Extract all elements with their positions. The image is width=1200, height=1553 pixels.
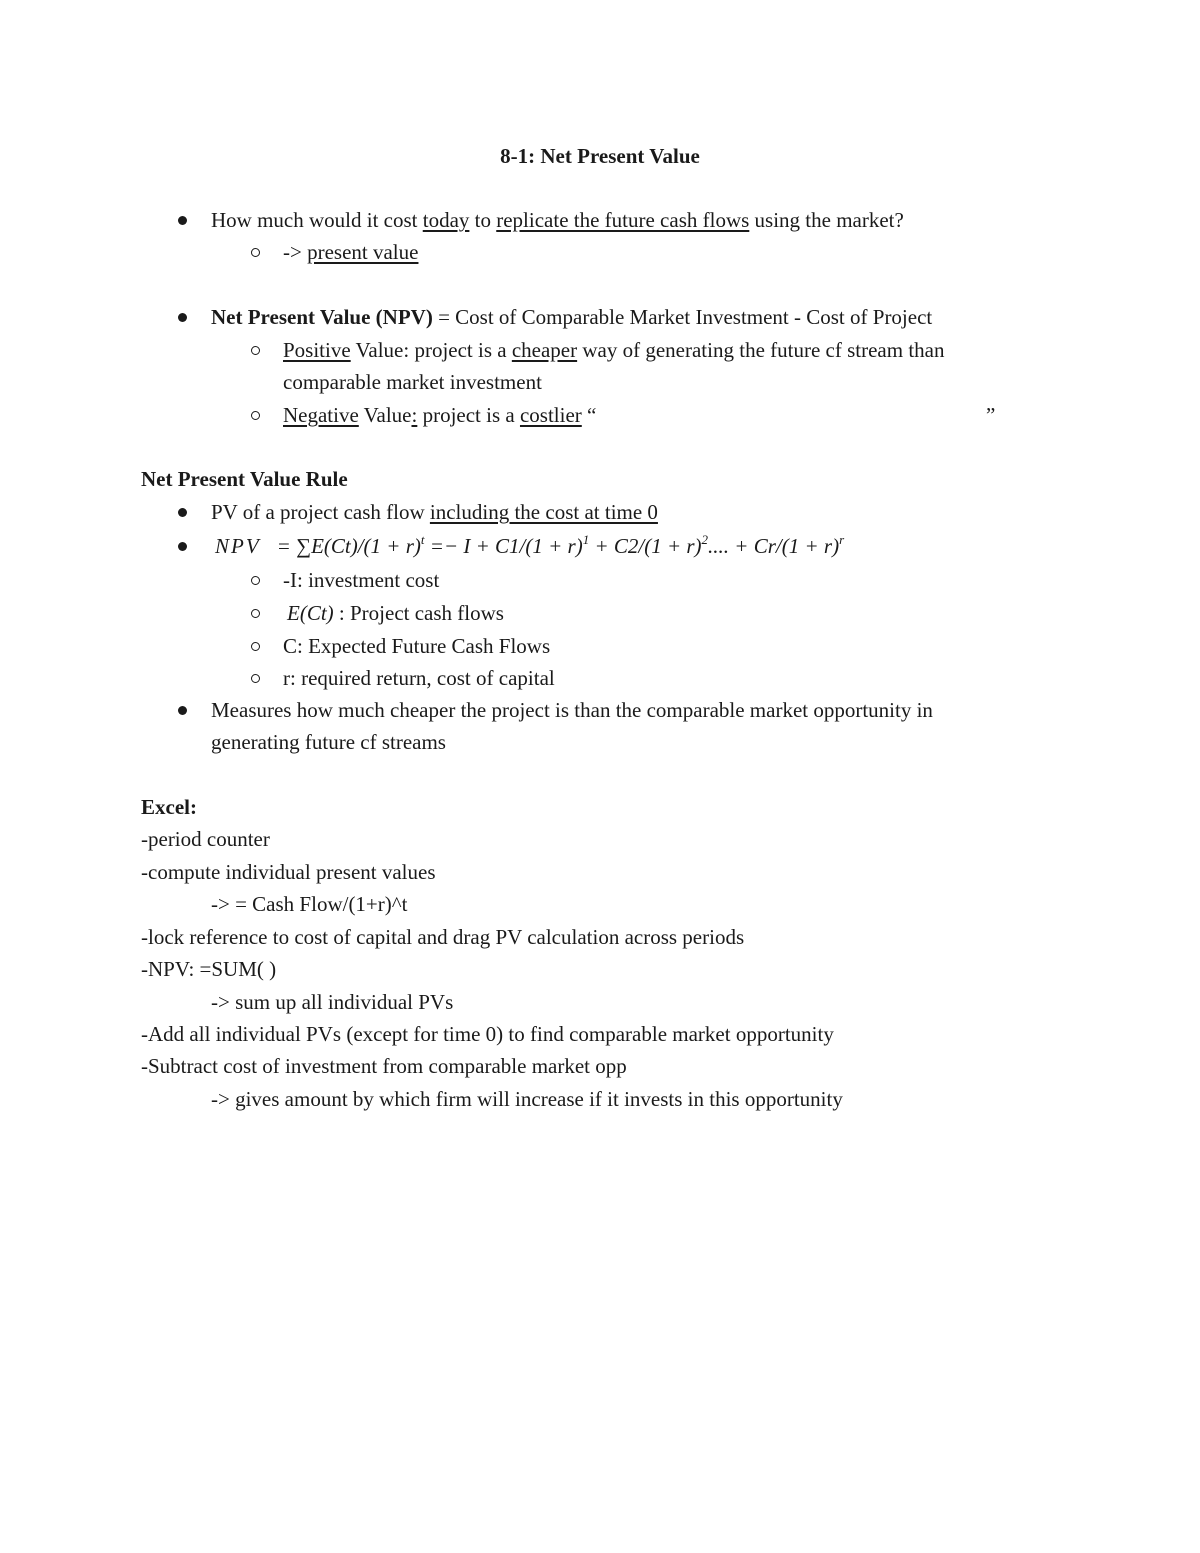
npv-negative-open-quote: “ [581, 403, 597, 427]
formula-npv: NPV [215, 534, 261, 558]
npv-positive-line2: comparable market investment [283, 370, 542, 394]
formula-exp-t: t [420, 532, 425, 547]
formula-exp-1: 1 [582, 532, 590, 547]
npv-negative-colon: : [411, 403, 418, 427]
npv-formula [211, 533, 844, 559]
rule-measure-line2: generating future cf streams [211, 730, 446, 754]
npv-rest: = Cost of Comparable Market Investment - Cost of Project [432, 305, 933, 329]
intro-q-replicate: replicate the future cash flows [496, 208, 750, 232]
excel-line: -> gives amount by which firm will increase if it invests in this opportunity [211, 1087, 843, 1111]
intro-q-post: using the market? [749, 208, 904, 232]
npv-rule-heading: Net Present Value Rule [141, 467, 348, 491]
rule-sub-cash-flows [283, 600, 504, 626]
excel-line: -Add all individual PVs (except for time 0) to find comparable market opportunity [141, 1022, 834, 1046]
intro-q-today: today [422, 208, 470, 232]
intro-pv-text: present value [307, 240, 419, 264]
excel-line: -compute individual present values [141, 860, 436, 884]
rule-pv-pre: PV of a project cash flow [211, 500, 430, 524]
npv-positive-item [283, 337, 944, 363]
rule-sub-expected: C: Expected Future Cash Flows [283, 634, 551, 658]
npv-term: Net Present Value (NPV) [211, 305, 433, 329]
formula-mid: =− I + C1/(1 + r) [424, 534, 583, 558]
npv-negative-costlier: costlier [519, 403, 582, 427]
excel-line: -> = Cash Flow/(1+r)^t [211, 892, 408, 916]
npv-positive-rest: way of generating the future cf stream than [577, 338, 945, 362]
rule-sub-ect-desc: : Project cash flows [333, 601, 504, 625]
npv-positive-mid: Value: project is a [350, 338, 512, 362]
excel-line: -lock reference to cost of capital and drag PV calculation across periods [141, 925, 745, 949]
rule-measure-item: Measures how much cheaper the project is than the comparable market opportunity in [211, 698, 933, 722]
excel-line: -Subtract cost of investment from comparable market opp [141, 1054, 627, 1078]
npv-negative-mid: Value [358, 403, 412, 427]
npv-negative-item [283, 402, 596, 428]
intro-pv-arrow: -> [283, 240, 308, 264]
npv-positive-cheaper: cheaper [511, 338, 578, 362]
excel-line: -period counter [141, 827, 270, 851]
excel-heading: Excel: [141, 795, 197, 819]
intro-q-pre: How much would it cost [211, 208, 423, 232]
formula-exp-2: 2 [701, 532, 709, 547]
rule-sub-investment: -I: investment cost [283, 568, 440, 592]
npv-negative-word: Negative [283, 403, 359, 427]
intro-q-to: to [469, 208, 497, 232]
excel-line: -NPV: =SUM( ) [141, 957, 277, 981]
page-title: 8-1: Net Present Value [500, 144, 700, 168]
formula-end: .... + Cr/(1 + r) [708, 534, 840, 558]
formula-exp-r: r [839, 532, 845, 547]
npv-negative-mid2: project is a [417, 403, 520, 427]
intro-question [211, 207, 904, 233]
intro-pv-item [283, 239, 418, 265]
excel-line: -> sum up all individual PVs [211, 990, 454, 1014]
rule-sub-required-return: r: required return, cost of capital [283, 666, 555, 690]
rule-sub-ect: E(Ct) [287, 601, 334, 625]
formula-sum: = ∑E(Ct)/(1 + r) [276, 534, 421, 558]
rule-pv-link: including the cost at time 0 [429, 500, 658, 524]
npv-negative-close-quote: ” [986, 403, 996, 427]
npv-definition [211, 304, 932, 330]
npv-positive-word: Positive [283, 338, 351, 362]
formula-mid2: + C2/(1 + r) [589, 534, 702, 558]
rule-pv-item [211, 499, 658, 525]
